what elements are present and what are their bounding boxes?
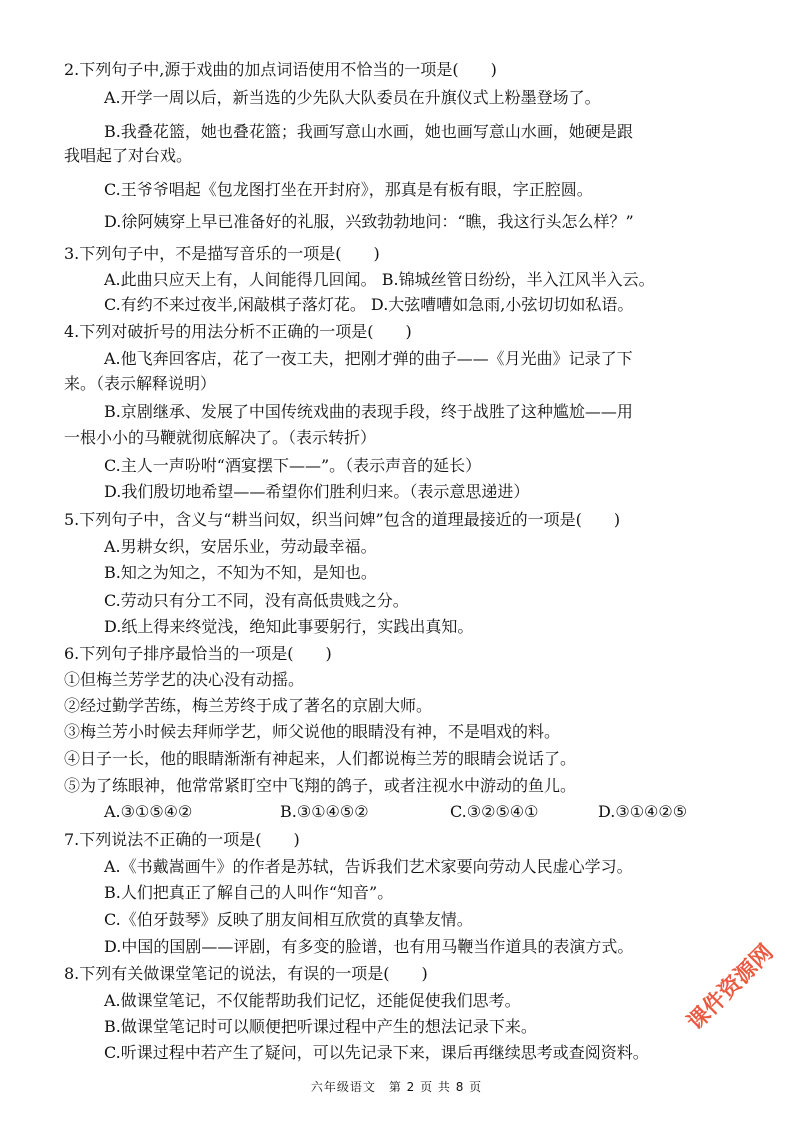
question-4-option-b: B.京剧继承、发展了中国传统戏曲的表现手段，终于战胜了这种尴尬——用 bbox=[104, 402, 633, 421]
question-6-sentence-1: ①但梅兰芳学艺的决心没有动摇。 bbox=[64, 670, 305, 689]
question-2-option-d: D.徐阿姨穿上早已准备好的礼服，兴致勃勃地问：“瞧，我这行头怎么样？” bbox=[104, 212, 634, 231]
page-footer: 六年级语文 第 2 页 共 8 页 bbox=[310, 1080, 483, 1094]
question-3-options-ab: A.此曲只应天上有，人间能得几回闻。 B.锦城丝管日纷纷，半入江风半入云。 bbox=[104, 270, 655, 289]
question-2-option-b-cont: 我唱起了对台戏。 bbox=[64, 146, 193, 165]
question-6-option-c: C.③②⑤④① bbox=[450, 802, 539, 821]
question-8-option-b: B.做课堂笔记时可以顺便把听课过程中产生的想法记录下来。 bbox=[104, 1017, 537, 1036]
question-6-sentence-5: ⑤为了练眼神，他常常紧盯空中飞翔的鸽子，或者注视水中游动的鱼儿。 bbox=[64, 776, 577, 795]
question-4-option-a: A.他飞奔回客店，花了一夜工夫，把刚才弹的曲子——《月光曲》记录了下 bbox=[104, 349, 633, 368]
question-6-stem: 6.下列句子排序最恰当的一项是( ) bbox=[64, 644, 332, 663]
question-5-stem: 5.下列句子中，含义与“耕当问奴，织当问婢”包含的道理最接近的一项是( ) bbox=[64, 510, 621, 529]
question-7-stem: 7.下列说法不正确的一项是( ) bbox=[64, 830, 300, 849]
question-6-option-b: B.③①④⑤② bbox=[280, 802, 369, 821]
question-2-option-b: B.我叠花篮，她也叠花篮；我画写意山水画，她也画写意山水画，她硬是跟 bbox=[104, 122, 633, 141]
question-7-option-c: C.《伯牙鼓琴》反映了朋友间相互欣赏的真挚友情。 bbox=[104, 910, 473, 929]
question-2-stem: 2.下列句子中,源于戏曲的加点词语使用不恰当的一项是( ) bbox=[64, 60, 497, 79]
question-7-option-b: B.人们把真正了解自己的人叫作“知音”。 bbox=[104, 883, 394, 902]
question-5-option-b: B.知之为知之，不知为不知，是知也。 bbox=[104, 563, 377, 582]
question-8-option-a: A.做课堂笔记，不仅能帮助我们记忆，还能促使我们思考。 bbox=[104, 991, 521, 1010]
question-6-option-d: D.③①④②⑤ bbox=[598, 802, 688, 821]
question-8-stem: 8.下列有关做课堂笔记的说法，有误的一项是( ) bbox=[64, 964, 428, 983]
question-3-options-cd: C.有约不来过夜半,闲敲棋子落灯花。 D.大弦嘈嘈如急雨,小弦切切如私语。 bbox=[104, 295, 634, 314]
question-2-option-c: C.王爷爷唱起《包龙图打坐在开封府》，那真是有板有眼，字正腔圆。 bbox=[104, 180, 593, 199]
question-5-option-c: C.劳动只有分工不同，没有高低贵贱之分。 bbox=[104, 591, 409, 610]
question-4-stem: 4.下列对破折号的用法分析不正确的一项是( ) bbox=[64, 322, 412, 341]
question-3-stem: 3.下列句子中，不是描写音乐的一项是( ) bbox=[64, 244, 380, 263]
question-5-option-d: D.纸上得来终觉浅，绝知此事要躬行，实践出真知。 bbox=[104, 617, 474, 636]
question-4-option-a-cont: 来。（表示解释说明） bbox=[64, 374, 217, 393]
question-2-option-a: A.开学一周以后，新当选的少先队大队委员在升旗仪式上粉墨登场了。 bbox=[104, 88, 601, 107]
question-6-sentence-2: ②经过勤学苦练，梅兰芳终于成了著名的京剧大师。 bbox=[64, 696, 433, 715]
question-5-option-a: A.男耕女织，安居乐业，劳动最幸福。 bbox=[104, 537, 377, 556]
watermark: 课件资源网 bbox=[682, 940, 779, 1036]
question-4-option-c: C.主人一声吩咐“酒宴摆下——”。（表示声音的延长） bbox=[104, 456, 482, 475]
question-4-option-b-cont: 一根小小的马鞭就彻底解决了。（表示转折） bbox=[64, 428, 377, 447]
question-6-sentence-3: ③梅兰芳小时候去拜师学艺，师父说他的眼睛没有神，不是唱戏的料。 bbox=[64, 722, 561, 741]
question-6-sentence-4: ④日子一长，他的眼睛渐渐有神起来，人们都说梅兰芳的眼睛会说话了。 bbox=[64, 749, 577, 768]
question-7-option-a: A.《书戴嵩画牛》的作者是苏轼，告诉我们艺术家要向劳动人民虚心学习。 bbox=[104, 857, 633, 876]
question-6-option-a: A.③①⑤④② bbox=[104, 802, 193, 821]
question-7-option-d: D.中国的国剧——评剧，有多变的脸谱，也有用马鞭当作道具的表演方式。 bbox=[104, 937, 634, 956]
question-8-option-c: C.听课过程中若产生了疑问，可以先记录下来，课后再继续思考或查阅资料。 bbox=[104, 1043, 649, 1062]
question-4-option-d: D.我们殷切地希望——希望你们胜利归来。（表示意思递进） bbox=[104, 482, 530, 501]
